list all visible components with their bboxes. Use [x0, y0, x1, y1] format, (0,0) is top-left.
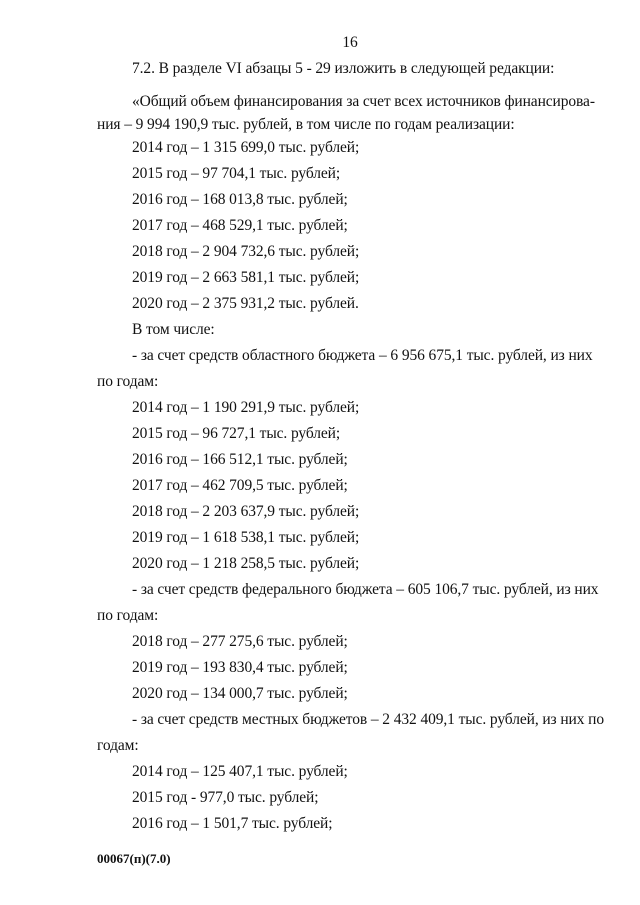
federal-year-line: 2020 год – 134 000,7 тыс. рублей;: [132, 685, 348, 702]
regional-year-line: 2018 год – 2 203 637,9 тыс. рублей;: [132, 503, 360, 520]
including-label: В том числе:: [132, 321, 215, 338]
local-year-line: 2015 год - 977,0 тыс. рублей;: [132, 789, 319, 806]
regional-year-line: 2015 год – 96 727,1 тыс. рублей;: [132, 425, 341, 442]
regional-budget-line-1: - за счет средств областного бюджета – 6 956 675,1 тыс. рублей, из них: [132, 347, 593, 364]
federal-year-line: 2019 год – 193 830,4 тыс. рублей;: [132, 659, 348, 676]
intro-line-1: «Общий объем финансирования за счет всех источников финансирова-: [132, 93, 595, 110]
regional-year-line: 2014 год – 1 190 291,9 тыс. рублей;: [132, 399, 360, 416]
federal-budget-line-2: по годам:: [97, 607, 159, 624]
local-budget-line-2: годам:: [97, 737, 139, 754]
total-year-line: 2017 год – 468 529,1 тыс. рублей;: [132, 217, 348, 234]
regional-year-line: 2019 год – 1 618 538,1 тыс. рублей;: [132, 529, 360, 546]
page-number: 16: [342, 34, 358, 51]
total-year-line: 2015 год – 97 704,1 тыс. рублей;: [132, 165, 341, 182]
federal-year-line: 2018 год – 277 275,6 тыс. рублей;: [132, 633, 348, 650]
total-year-line: 2019 год – 2 663 581,1 тыс. рублей;: [132, 269, 360, 286]
total-year-line: 2014 год – 1 315 699,0 тыс. рублей;: [132, 139, 360, 156]
intro-line-2: ния – 9 994 190,9 тыс. рублей, в том числе по годам реализации:: [97, 116, 515, 133]
local-budget-line-1: - за счет средств местных бюджетов – 2 432 409,1 тыс. рублей, из них по: [132, 711, 605, 728]
regional-year-line: 2020 год – 1 218 258,5 тыс. рублей;: [132, 555, 360, 572]
document-code-footer: 00067(п)(7.0): [97, 851, 171, 866]
amendment-heading: 7.2. В разделе VI абзацы 5 - 29 изложить в следующей редакции:: [132, 60, 555, 77]
local-year-line: 2014 год – 125 407,1 тыс. рублей;: [132, 763, 348, 780]
regional-year-line: 2017 год – 462 709,5 тыс. рублей;: [132, 477, 348, 494]
local-year-line: 2016 год – 1 501,7 тыс. рублей;: [132, 815, 333, 832]
total-year-line: 2018 год – 2 904 732,6 тыс. рублей;: [132, 243, 360, 260]
total-year-line: 2020 год – 2 375 931,2 тыс. рублей.: [132, 295, 359, 312]
regional-budget-line-2: по годам:: [97, 373, 159, 390]
federal-budget-line-1: - за счет средств федерального бюджета – 605 106,7 тыс. рублей, из них: [132, 581, 599, 598]
total-year-line: 2016 год – 168 013,8 тыс. рублей;: [132, 191, 348, 208]
regional-year-line: 2016 год – 166 512,1 тыс. рублей;: [132, 451, 348, 468]
